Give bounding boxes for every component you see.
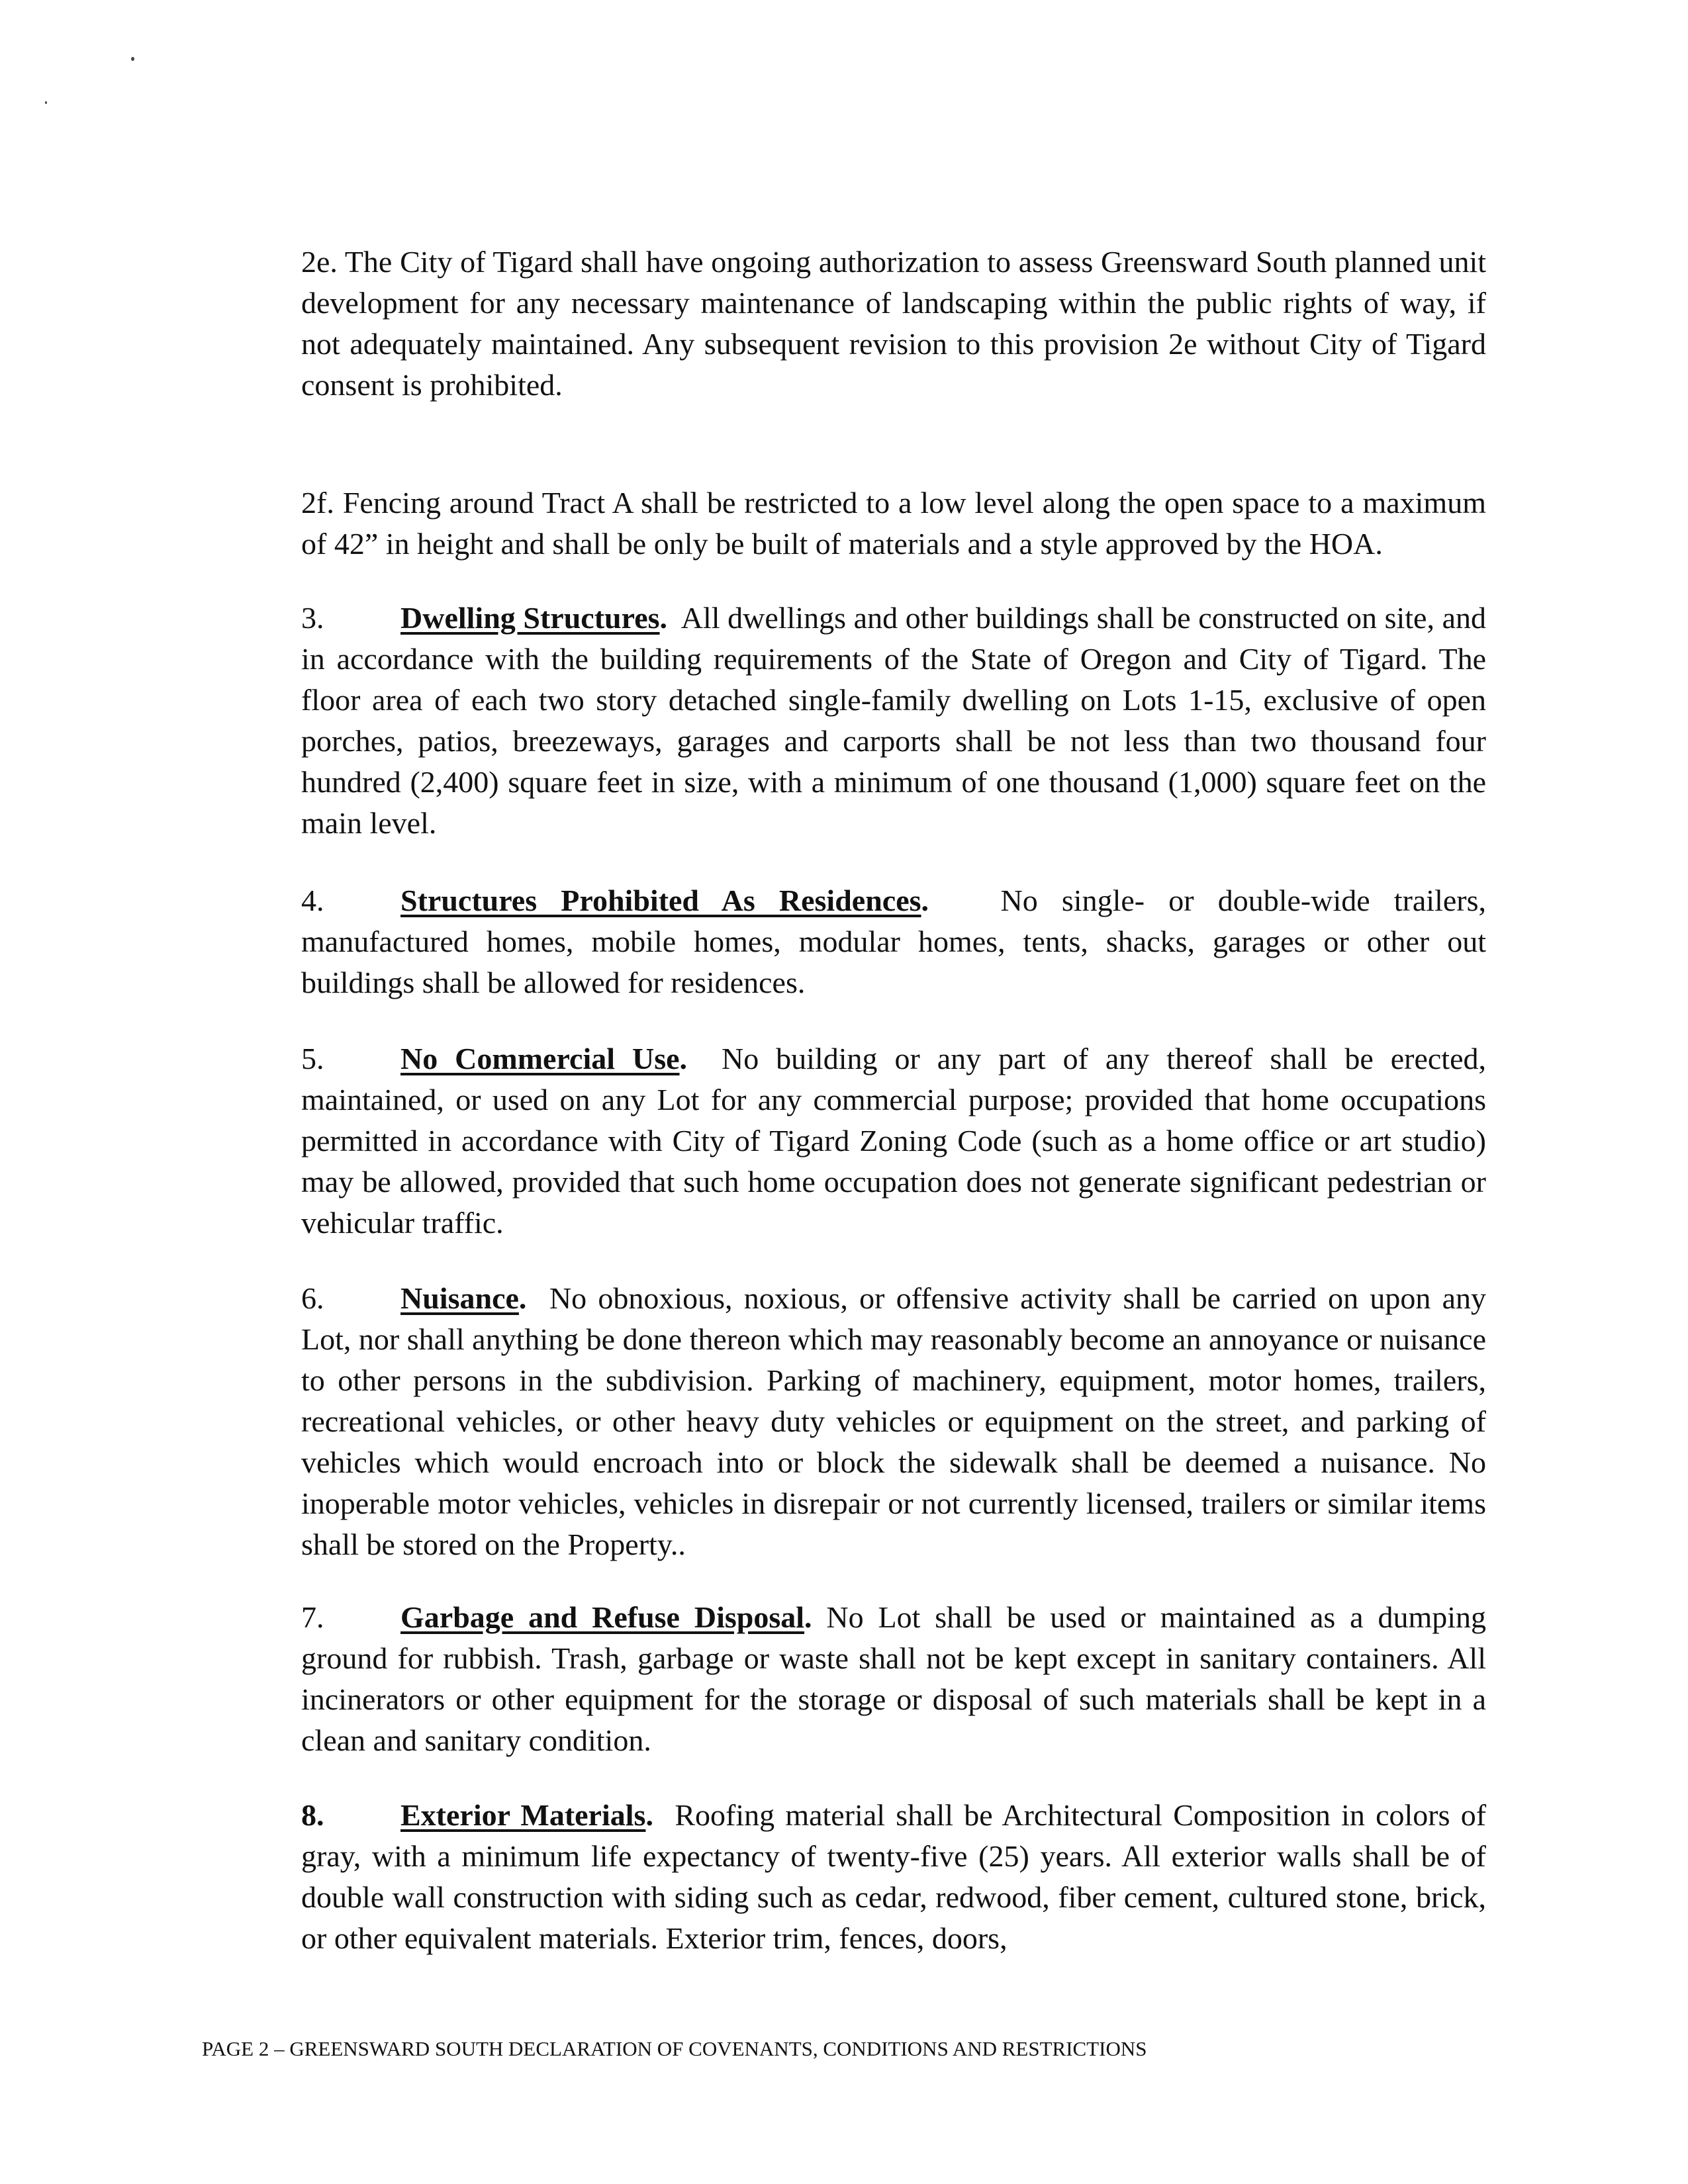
section-7	[301, 1597, 1486, 1761]
section-heading: No Commercial Use	[400, 1042, 680, 1075]
section-4	[301, 880, 1486, 1003]
section-5	[301, 1038, 1486, 1244]
section-8	[301, 1795, 1486, 1959]
section-text: No obnoxious, noxious, or offensive activity shall be carried on upon any Lot, nor shall anything be done thereon which may reasonably become an annoyance or nuisance to other persons in the subdivision. Parking of machinery, equipment, motor homes, trailers, recreational vehicles, or other heavy duty vehicles or equipment on the street, and parking of vehicles which would encroach into or block the sidewalk shall be deemed a nuisance. No inoperable motor vehicles, vehicles in disrepair or not currently licensed, trailers or similar items shall be stored on the Property..	[301, 1281, 1486, 1561]
section-text: No Lot shall be used or maintained as a dumping ground for rubbish. Trash, garbage or waste shall not be kept except in sanitary containers. All incinerators or other equipment for the storage or disposal of such materials shall be kept in a clean and sanitary condition.	[301, 1600, 1487, 1757]
section-heading: Garbage and Refuse Disposal	[400, 1600, 805, 1634]
section-number: 6.	[301, 1281, 324, 1315]
section-heading: Exterior Materials	[400, 1798, 646, 1832]
section-number: 3.	[301, 601, 324, 635]
heading-period: .	[804, 1600, 812, 1634]
section-heading: Nuisance	[400, 1281, 519, 1315]
heading-period: .	[645, 1798, 653, 1832]
section-number: 7.	[301, 1600, 324, 1634]
section-text: Roofing material shall be Architectural Composition in colors of gray, with a minimum life expectancy of twenty-five (25) years. All exterior walls shall be of double wall construction with siding such as cedar, redwood, fiber cement, cultured stone, brick, or other equivalent materials. Exterior trim, fences, doors,	[301, 1798, 1487, 1955]
heading-period: .	[659, 601, 668, 635]
heading-period: .	[518, 1281, 527, 1315]
paragraph-2f: 2f. Fencing around Tract A shall be restricted to a low level along the open space to a maximum of 42” in height and shall be only be built of materials and a style approved by the HOA.	[301, 486, 1486, 561]
section-text: All dwellings and other buildings shall be constructed on site, and in accordance with the building requirements of the State of Oregon and City of Tigard. The floor area of each two story detached single-family dwelling on Lots 1-15, exclusive of open porches, patios, breezeways, garages and carports shall be not less than two thousand four hundred (2,400) square feet in size, with a minimum of one thousand (1,000) square feet on the main level.	[301, 601, 1486, 840]
section-number: 4.	[301, 884, 324, 917]
section-text: No single- or double-wide trailers, manufactured homes, mobile homes, modular homes, tents, shacks, garages or other out buildings shall be allowed for residences.	[301, 884, 1487, 999]
heading-period: .	[679, 1042, 688, 1075]
paragraph-2e: 2e. The City of Tigard shall have ongoing authorization to assess Greensward South planned unit development for any necessary maintenance of landscaping within the public rights of way, if not adequately maintained. Any subsequent revision to this provision 2e without City of Tigard consent is prohibited.	[301, 245, 1486, 402]
section-3	[301, 598, 1486, 844]
section-6	[301, 1278, 1486, 1565]
section-heading: Dwelling Structures	[400, 601, 660, 635]
scan-speck	[131, 57, 134, 61]
section-number: 8.	[301, 1798, 324, 1832]
section-text: No building or any part of any thereof shall be erected, maintained, or used on any Lot for any commercial purpose; provided that home occupations permitted in accordance with City of Tigard Zoning Code (such as a home office or art studio) may be allowed, provided that such home occupation does not generate significant pedestrian or vehicular traffic.	[301, 1042, 1486, 1240]
section-number: 5.	[301, 1042, 324, 1075]
heading-period: .	[921, 884, 929, 917]
section-heading: Structures Prohibited As Residences	[400, 884, 921, 917]
page-footer: PAGE 2 – GREENSWARD SOUTH DECLARATION OF COVENANTS, CONDITIONS AND RESTRICTIONS	[202, 2037, 1147, 2060]
scan-speck	[45, 101, 47, 104]
